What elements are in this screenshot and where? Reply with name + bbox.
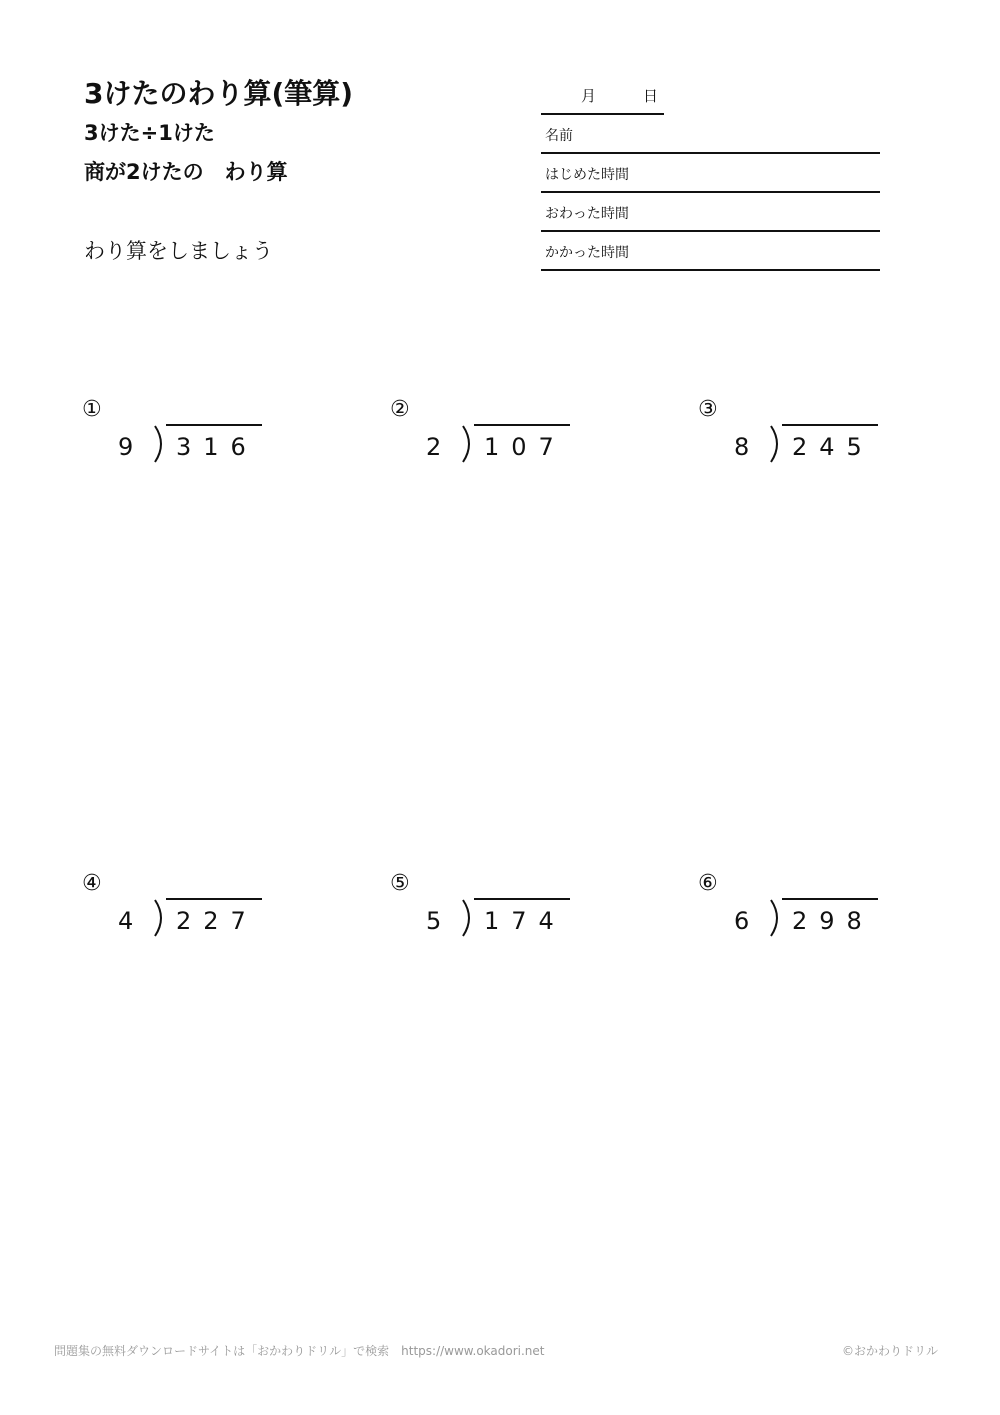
divisor: 2	[426, 433, 442, 461]
problem-number: ③	[698, 397, 718, 422]
division-bar	[474, 898, 570, 900]
worksheet-title: 3けたのわり算(筆算)	[84, 77, 354, 110]
duration-label: かかった時間	[545, 245, 629, 261]
problem-number: ②	[390, 397, 410, 422]
dividend: 298	[792, 907, 874, 935]
problem-5	[392, 872, 592, 962]
footer-site-info: 問題集の無料ダウンロードサイトは「おかわりドリル」で検索 https://www.okadori.net	[54, 1344, 545, 1358]
division-bar	[474, 424, 570, 426]
division-bracket-icon	[768, 424, 786, 464]
dividend: 107	[484, 433, 566, 461]
problem-number: ①	[82, 397, 102, 422]
start-time-field[interactable]	[541, 153, 880, 193]
division-bar	[782, 424, 878, 426]
dividend: 227	[176, 907, 258, 935]
worksheet-subtitle-quotient: 商が2けたの わり算	[84, 160, 288, 184]
dividend: 245	[792, 433, 874, 461]
problem-4	[84, 872, 284, 962]
end-time-field[interactable]	[541, 192, 880, 232]
name-label: 名前	[545, 128, 573, 144]
problem-2	[392, 398, 592, 488]
division-bracket-icon	[152, 424, 170, 464]
date-field[interactable]	[541, 83, 664, 115]
division-bar	[166, 424, 262, 426]
problem-3	[700, 398, 900, 488]
problem-number: ⑤	[390, 871, 410, 896]
duration-field[interactable]	[541, 231, 880, 271]
footer-copyright: ©おかわりドリル	[841, 1344, 938, 1358]
problem-1	[84, 398, 284, 488]
division-bracket-icon	[460, 898, 478, 938]
division-bar	[782, 898, 878, 900]
problem-number: ④	[82, 871, 102, 896]
month-label: 月	[581, 87, 597, 105]
problem-6	[700, 872, 900, 962]
divisor: 4	[118, 907, 134, 935]
divisor: 8	[734, 433, 750, 461]
start-time-label: はじめた時間	[545, 167, 629, 183]
dividend: 316	[176, 433, 258, 461]
divisor: 5	[426, 907, 442, 935]
end-time-label: おわった時間	[545, 206, 629, 222]
instruction-text: わり算をしましょう	[84, 239, 273, 263]
name-field[interactable]	[541, 114, 880, 154]
divisor: 6	[734, 907, 750, 935]
division-bar	[166, 898, 262, 900]
divisor: 9	[118, 433, 134, 461]
day-label: 日	[643, 87, 659, 105]
division-bracket-icon	[460, 424, 478, 464]
division-bracket-icon	[152, 898, 170, 938]
division-bracket-icon	[768, 898, 786, 938]
worksheet-subtitle-digits: 3けた÷1けた	[84, 121, 215, 145]
dividend: 174	[484, 907, 566, 935]
problem-number: ⑥	[698, 871, 718, 896]
